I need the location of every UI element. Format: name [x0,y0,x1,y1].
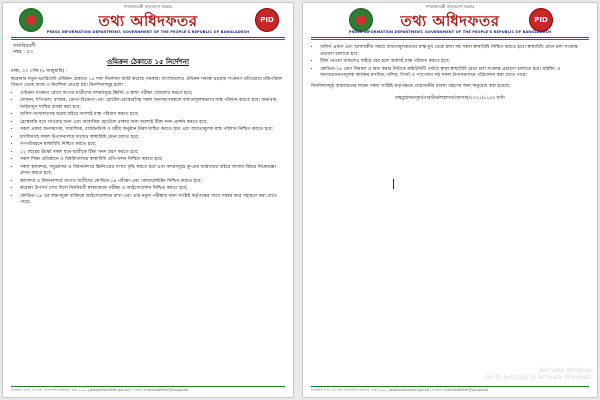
list-item: • সকল প্রকার জনসমাগম, সামাজিক, রাজনৈতিক ও ধর্মীয় অনুষ্ঠান নিরুৎসাহিত করতে হবে এবং বাধ্যতামূলক মাস্ক পরিধান নিশ্চিত করতে হবে; [20,127,285,134]
windows-activation-watermark [486,367,593,381]
release-heading: ওমিক্রন ঠেকাতে ১৫ নির্দেশনা [106,58,190,66]
list-item: • মসজিদসহ সকল উপাসনালয়ে যথাযথ স্বাস্থ্যবিধি মেনে চলতে হবে; [20,135,285,142]
department-title: তথ্য অধিদফতর [400,12,500,30]
department-subtitle: PRESS INFORMATION DEPARTMENT, GOVERNMENT OF THE PEOPLE'S REPUBLIC OF BANGLADESH [46,30,250,34]
watermark-line-1: Activate Windows [539,367,593,374]
page-footer: পিআইডি ভবন, ৭ম তলা, বাংলাদেশ সচিবালয়, ঢাকা-১০০০ | www.pressinform.gov.bd | ই-মেইল: chief.infoofficer@pid.gov.bd [311,388,489,392]
list-item: • করোনা উপসর্গ দেখা দিলে নিকটবর্তী স্বাস্থ্যকেন্দ্রে পরীক্ষা ও আইসোলেশন নিশ্চিত করতে হবে; [20,186,285,193]
government-line: গণপ্রজাতন্ত্রী বাংলাদেশ সরকার [123,4,173,9]
list-item: • গণপরিবহনে স্বাস্থ্যবিধি নিশ্চিত করতে হবে; [20,142,285,149]
department-title: তথ্য অধিদফতর [98,12,198,30]
release-number: নম্বর : ৫৩ [13,49,34,55]
list-item: • কোভিড-১৯ রোগ নিয়ন্ত্রণ ও দ্রুত করার নিমিত্তে কমিউনিটি পর্যায়ে স্বাস্থ্য স্বাস্থ্যবিধি মেনে চলা সংক্রান্ত প্রচারণা চালাতে হবে। মাইকিং ও জনসচেতনতামূলক কার্যক্রম মসজিদ, মন্দির, গির্জা ও প্যাগোডা সহ সকল উপাসনালয়ে পরিচালনা করা যেতে পারে। [320,67,589,80]
list-item: • সকল স্থলবন্দর, সমুদ্রবন্দর ও বিমানবন্দরে স্ক্রিনিংয়ের সংখ্যা বৃদ্ধি করতে হবে এবং বন্দরসমূহে ক্রু-দের জাহাজের বাইরে আসার বিষয়ে নিষেধাজ্ঞা প্রদান করতে হবে; [20,165,285,178]
government-line: গণপ্রজাতন্ত্রী বাংলাদেশ সরকার [425,4,475,9]
list-item: • অফিস প্রধান এবং আবশ্যকীয় সময়ে বাধ্যতামূলকভাবে মাস্ক-মুখ ঢেকে রাখা সহ সকল স্বাস্থ্যবিধি নিশ্চিত করতে হবে। স্বাস্থ্যবিধি মেনে চলা সংক্রান্ত প্রচারণা চালাতে হবে; [320,45,589,58]
header-rule-red [11,37,285,38]
release-type: তথ্যবিবরণী [13,43,36,49]
list-item: • টিকা নেওয়া থাকলেও বাইরে বের হলে অবশ্যই মাস্ক পরিধান করতে হবে; [320,59,589,66]
header-rule-green [311,39,589,40]
footer-rule [311,386,589,387]
list-item: • কোভিড-১৯ এর লক্ষণযুক্ত ব্যক্তিকে আইসোলেশনে রাখা এবং তার নমুনা পরীক্ষার জন্য সংশ্লিষ্ট কর্তৃপক্ষের সাথে সমন্বয় করে সহায়তা করা যেতে পারে। [20,194,285,207]
department-subtitle: PRESS INFORMATION DEPARTMENT, GOVERNMENT OF THE PEOPLE'S REPUBLIC OF BANGLADESH [348,30,552,34]
list-item: • ১২ বছরের ঊর্ধ্বে সকল ছাত্র-ছাত্রীকে টিকা সনদ গ্রহণ করতে হবে; [20,150,285,157]
dateline: ঢাকা, ২০ পৌষ (৪ জানুয়ারি) : [11,69,68,74]
release-body-continued [311,45,589,104]
release-body [11,69,285,208]
document-page-right [302,2,598,398]
watermark-line-2: Go to Settings to activate Windows. [485,374,593,381]
header-rule-red [311,37,589,38]
intro-paragraph: করোনার নতুন ভ্যারিয়েন্ট ওমিক্রন ঠেকাতে ১৫ দফা নির্দেশনা জারি করেছে সরকার। বাংলাদেশেও ওমিক্রন শনাক্ত হওয়ায় সংক্রমণ প্রতিরোধে মন্ত্রিপরিষদ বিভাগ থেকে আজ এ নির্দেশনা দেওয়া হয়। নির্দেশনাসমূহ হলো : [11,76,283,89]
document-page-left [2,2,294,398]
page-footer: পিআইডি ভবন, ৭ম তলা, বাংলাদেশ সচিবালয়, ঢাকা-১০০০ | www.pressinform.gov.bd | ই-মেইল: chief.infoofficer@pid.gov.bd [11,388,189,392]
pid-logo: PID [255,8,279,32]
list-item: • রেস্তোরাঁয় বসে খাওয়ার জন্য এবং আবাসিক হোটেলে থাকার জন্য অবশ্যই টিকা সনদ প্রদর্শন করতে হবে; [20,120,285,127]
list-item: • স্থলবন্দর ও বিমানবন্দরে আগত যাত্রীদের কোভিড-১৯ পরীক্ষা এবং কোয়ারেন্টাইন নিশ্চিত করতে হবে; [20,179,285,186]
directive-list [11,91,285,207]
pid-logo: PID [529,8,553,32]
signature-line: মাহবুব/অনসূয়া/পারভীন/শাহাদাত/আসমা/২০২২/১১৩০ ঘণ্টা [395,96,505,102]
directive-list-continued [311,45,589,80]
list-item: • অফিস-আদালতসহ ঘরের বাইরে অবশ্যই মাস্ক পরিধান করতে হবে; [20,112,285,119]
header-rule-green [11,39,285,40]
list-item: • ওমিক্রন সংক্রমণ রোধে আগত যাত্রীদের বন্দরসমূহে স্ক্রিনিং ও স্বাস্থ্য পরীক্ষা জোরদার করতে হবে; [20,91,285,98]
text-cursor [393,179,394,189]
list-item: • সকল শিক্ষা প্রতিষ্ঠানে ও বিশ্ববিদ্যালয়ে স্বাস্থ্যবিধি প্রতিপালন নিশ্চিত করতে হবে; [20,157,285,164]
footer-rule [11,386,285,387]
closing-paragraph: নির্দেশনাসমূহ বাস্তবায়নের লক্ষ্যে সকল সংশ্লিষ্ট কর্তৃপক্ষকে প্রয়োজনীয় ব্যবস্থা গ্রহণের জন্য অনুরোধ করা হয়েছে। [311,83,511,89]
list-item: • দোকান, শপিংমল, বাজার, ক্রেতা-বিক্রেতা এবং হোটেল-রেস্তোরাঁসহ সকল জনসমাগমস্থলে বাধ্যতামূলকভাবে মাস্ক পরিধান করতে হবে। অন্যথায় আইনানুগ শাস্তির ব্যবস্থা করা হবে; [20,98,285,111]
